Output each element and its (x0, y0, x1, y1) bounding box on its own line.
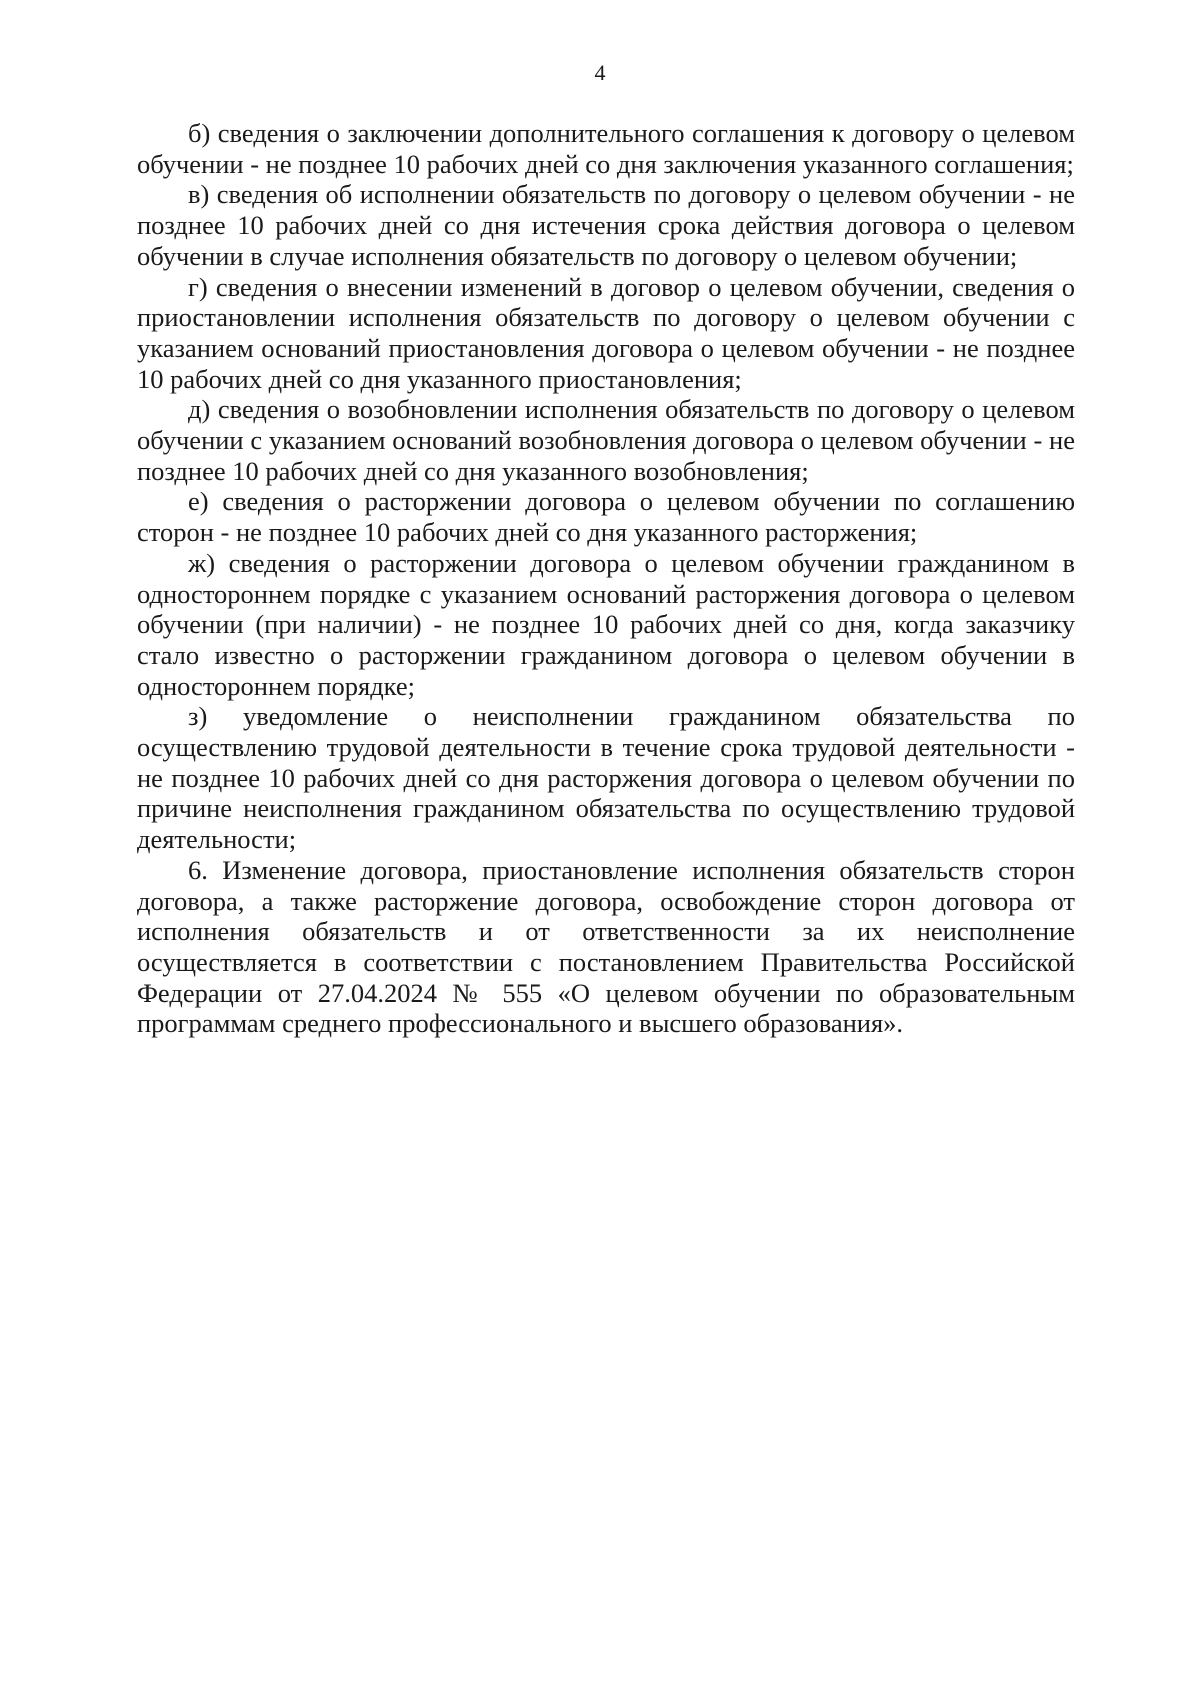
paragraph-zh: ж) сведения о расторжении договора о целевом обучении гражданином в одностороннем порядке с указанием оснований расторжения договора о целевом обучении (при наличии) - не позднее 10 рабочих дней со дня, когда заказчику стало известно о расторжении гражданином договора о целевом обучении в одностороннем порядке; (137, 547, 1075, 701)
page-number: 4 (594, 60, 606, 85)
paragraph-g: г) сведения о внесении изменений в договор о целевом обучении, сведения о приостановлении исполнения обязательств по договору о целевом обучении с указанием оснований приостановления договора о целевом обучении - не позднее 10 рабочих дней со дня указанного приостановления; (137, 271, 1075, 394)
paragraph-v: в) сведения об исполнении обязательств по договору о целевом обучении - не позднее 10 рабочих дней со дня истечения срока действия договора о целевом обучении в случае исполнения обязательств по договору о целевом обучении; (137, 179, 1075, 271)
document-body (137, 118, 1075, 1039)
paragraph-d: д) сведения о возобновлении исполнения обязательств по договору о целевом обучении с указанием оснований возобновления договора о целевом обучении - не позднее 10 рабочих дней со дня указанного возобновления; (137, 394, 1075, 486)
paragraph-e: е) сведения о расторжении договора о целевом обучении по соглашению сторон - не позднее 10 рабочих дней со дня указанного расторжения; (137, 486, 1075, 548)
paragraph-b: б) сведения о заключении дополнительного соглашения к договору о целевом обучении - не позднее 10 рабочих дней со дня заключения указанного соглашения; (137, 118, 1075, 179)
paragraph-z: з) уведомление о неисполнении гражданином обязательства по осуществлению трудовой деятельности в течение срока трудовой деятельности - не позднее 10 рабочих дней со дня расторжения договора о целевом обучении по причине неисполнения гражданином обязательства по осуществлению трудовой деятельности; (137, 701, 1075, 855)
paragraph-6: 6. Изменение договора, приостановление исполнения обязательств сторон договора, а также расторжение договора, освобождение сторон договора от исполнения обязательств и от ответственности за их неисполнение осуществляется в соответствии с постановлением Правительства Российской Федерации от 27.04.2024 № 555 «О целевом обучении по образовательным программам среднего профессионального и высшего образования». (137, 854, 1075, 1039)
